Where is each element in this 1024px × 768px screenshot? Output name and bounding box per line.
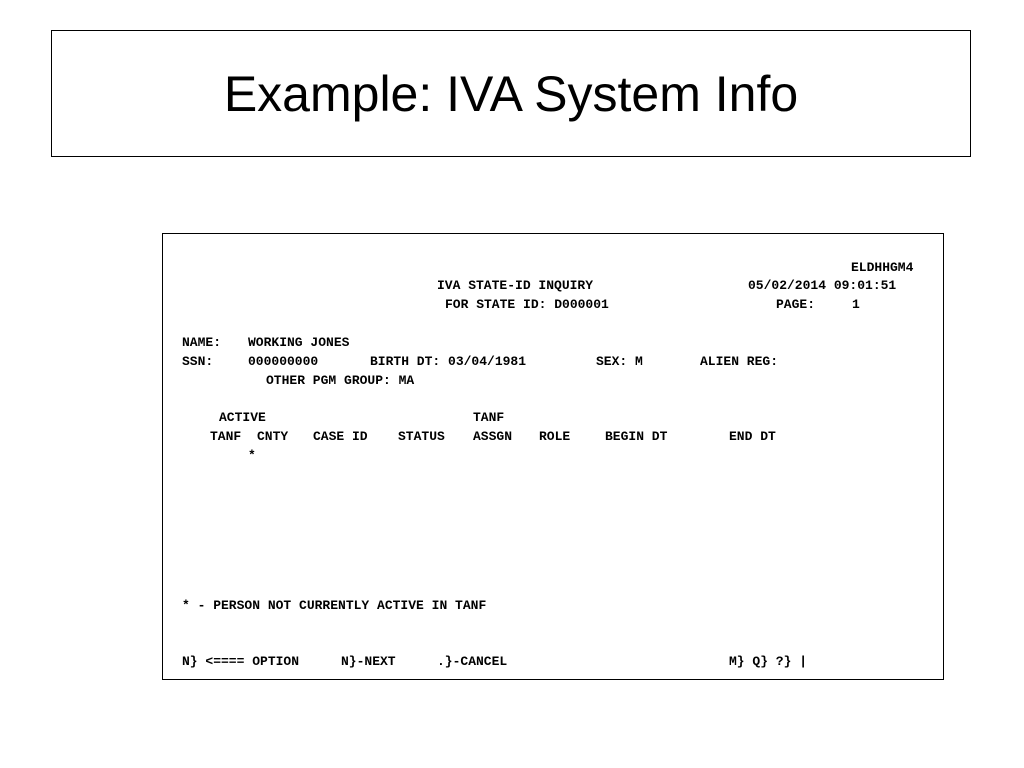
- title-box: [51, 30, 971, 157]
- page-label: PAGE:: [776, 297, 816, 312]
- screen-heading: IVA STATE-ID INQUIRY: [437, 278, 594, 293]
- screen-id: ELDHHGM4: [851, 260, 914, 275]
- ssn-value: 000000000: [248, 354, 319, 369]
- name-label: NAME:: [182, 335, 222, 350]
- col-end-dt: END DT: [729, 429, 776, 444]
- next-command[interactable]: N}-NEXT: [341, 654, 396, 669]
- birth-date: BIRTH DT: 03/04/1981: [370, 354, 527, 369]
- col-begin-dt: BEGIN DT: [605, 429, 668, 444]
- terminal-screen: [162, 233, 944, 680]
- col-assgn: ASSGN: [473, 429, 513, 444]
- other-pgm-group: OTHER PGM GROUP: MA: [266, 373, 415, 388]
- command-prompts[interactable]: M} Q} ?} |: [729, 654, 808, 669]
- option-prompt[interactable]: N} <==== OPTION: [182, 654, 300, 669]
- page-number: 1: [852, 297, 860, 312]
- name-value: WORKING JONES: [248, 335, 350, 350]
- sex: SEX: M: [596, 354, 643, 369]
- alien-reg: ALIEN REG:: [700, 354, 779, 369]
- slide-title: Example: IVA System Info: [223, 65, 799, 122]
- date-time: 05/02/2014 09:01:51: [748, 278, 897, 293]
- col-cnty: CNTY: [257, 429, 289, 444]
- ssn-label: SSN:: [182, 354, 214, 369]
- col-case-id: CASE ID: [313, 429, 368, 444]
- header-tanf-group: TANF: [473, 410, 505, 425]
- row-tanf-marker: *: [248, 448, 256, 463]
- col-tanf: TANF: [210, 429, 242, 444]
- col-role: ROLE: [539, 429, 571, 444]
- state-id-label: FOR STATE ID: D000001: [445, 297, 609, 312]
- col-status: STATUS: [398, 429, 445, 444]
- header-active: ACTIVE: [219, 410, 266, 425]
- footnote: * - PERSON NOT CURRENTLY ACTIVE IN TANF: [182, 598, 487, 613]
- cancel-command[interactable]: .}-CANCEL: [437, 654, 508, 669]
